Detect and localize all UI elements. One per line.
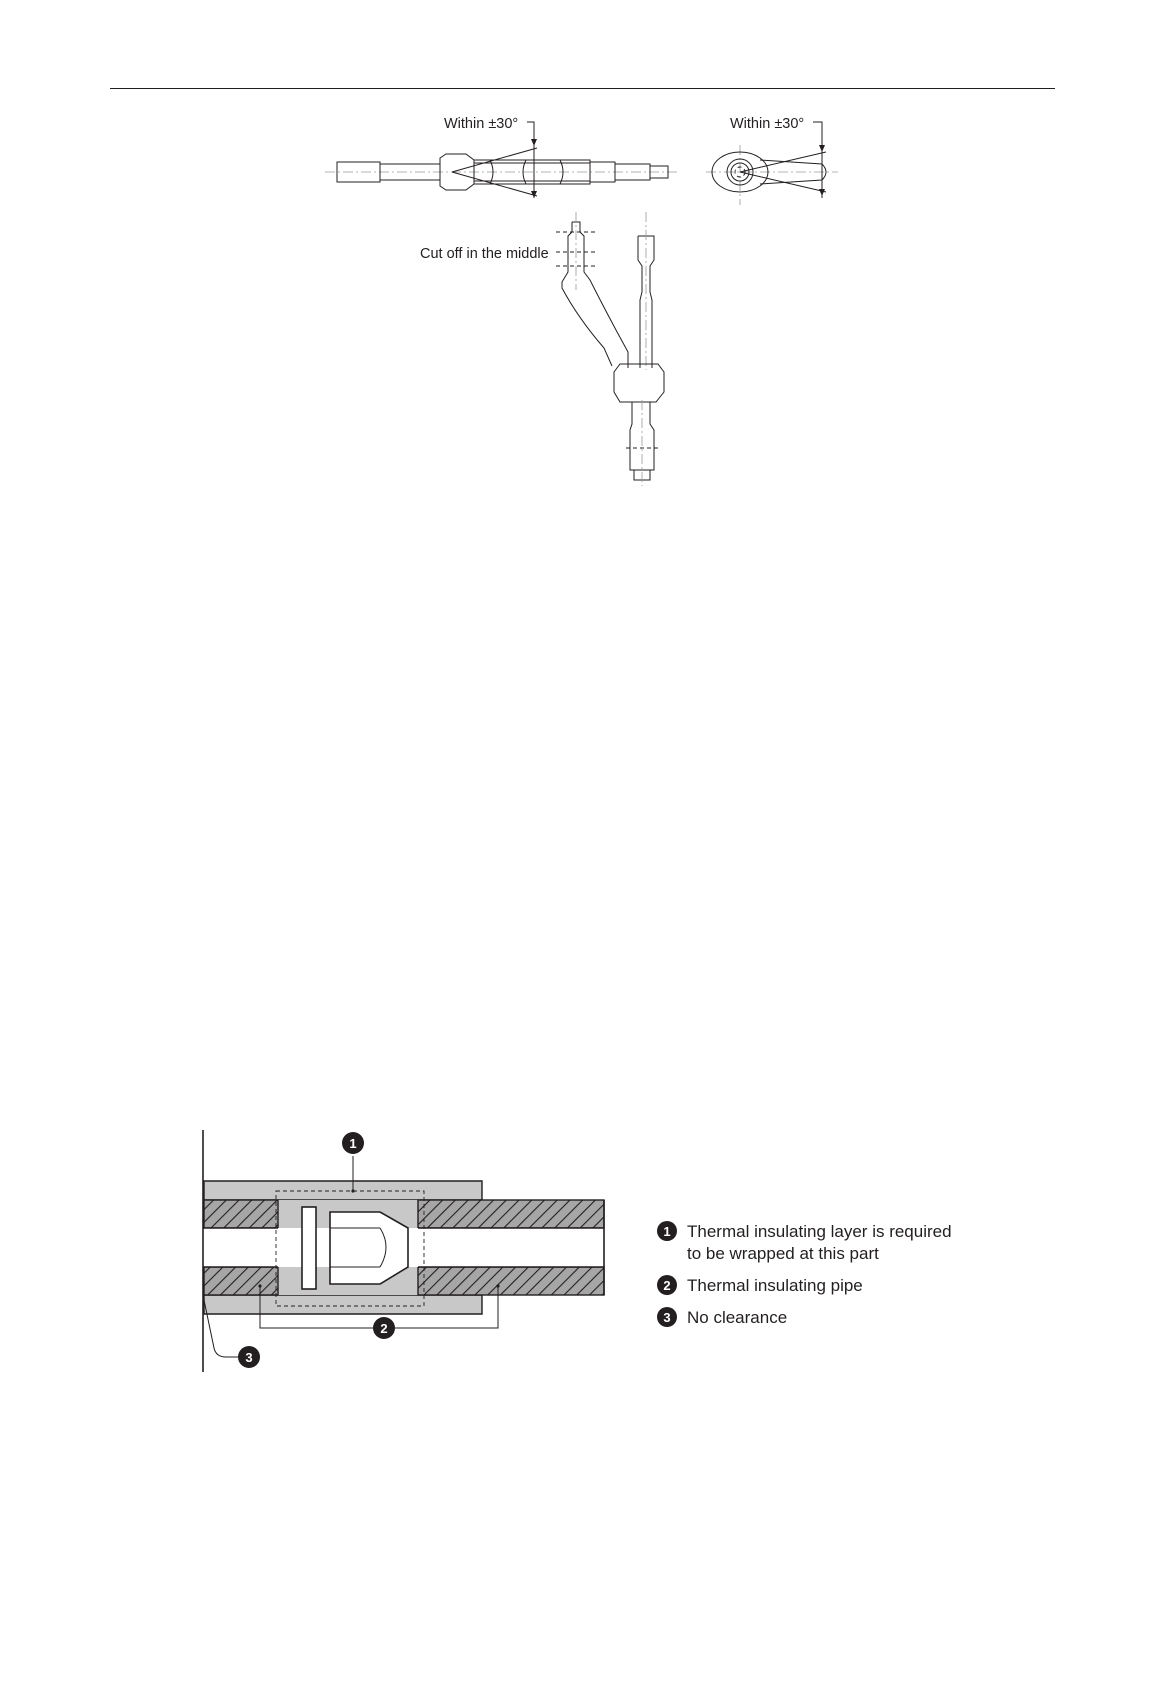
svg-text:3: 3 — [245, 1350, 253, 1365]
branch-pipe-side-view — [325, 116, 680, 198]
legend-item-2 — [657, 1275, 863, 1295]
callout-3-badge — [238, 1346, 260, 1368]
svg-text:2: 2 — [380, 1321, 388, 1336]
legend-item-1-line2: to be wrapped at this part — [687, 1244, 879, 1263]
legend-item-3-text: No clearance — [687, 1308, 788, 1327]
svg-text:2: 2 — [663, 1278, 671, 1293]
callout-2-badge — [373, 1317, 395, 1339]
cut-off-label: Cut off in the middle — [420, 246, 549, 262]
callout-1-badge — [342, 1132, 364, 1154]
svg-text:1: 1 — [663, 1224, 671, 1239]
insulation-diagram — [203, 1130, 604, 1372]
right-angle-label: Within ±30° — [730, 116, 805, 132]
legend-item-1 — [657, 1221, 952, 1263]
svg-text:1: 1 — [349, 1136, 357, 1151]
branch-pipe-end-view — [706, 116, 838, 205]
insulation-legend — [657, 1221, 952, 1327]
legend-item-2-text: Thermal insulating pipe — [687, 1276, 863, 1295]
legend-item-3 — [657, 1307, 787, 1327]
svg-text:3: 3 — [663, 1310, 671, 1325]
y-branch-pipe — [420, 212, 664, 486]
legend-item-1-line1: Thermal insulating layer is required — [687, 1222, 952, 1241]
left-angle-label: Within ±30° — [444, 116, 519, 132]
